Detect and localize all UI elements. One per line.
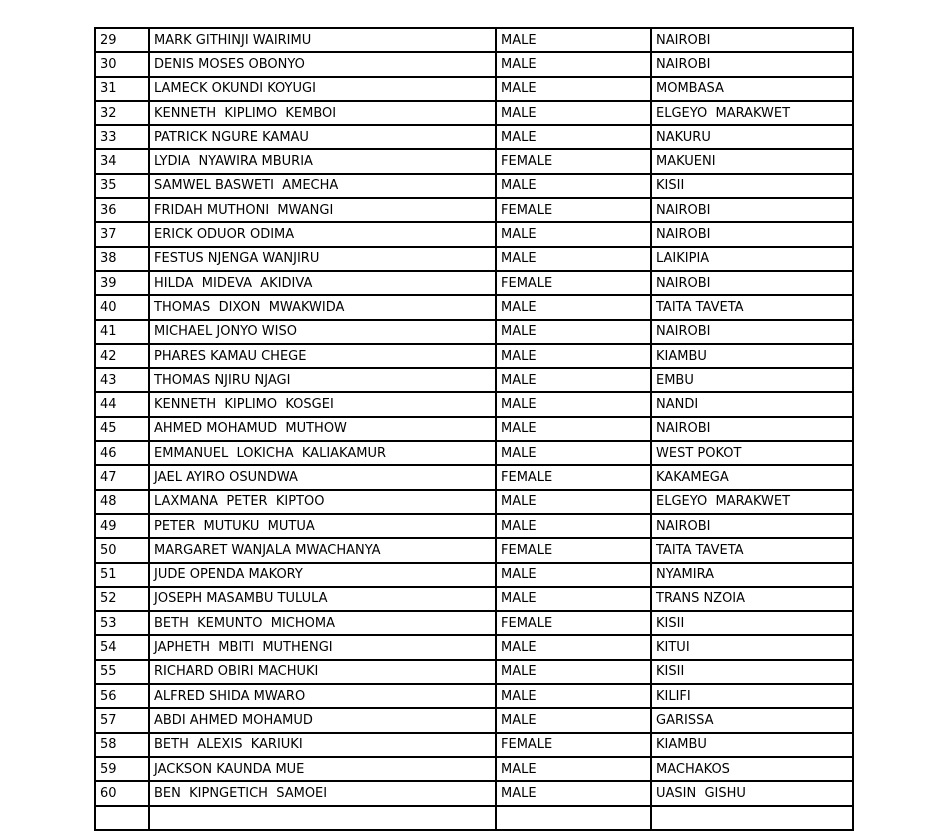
cell-name: THOMAS NJIRU NJAGI [149,368,496,392]
cell-no: 47 [95,465,149,489]
cell-gender: MALE [496,563,651,587]
table-row [95,28,853,52]
cell-county: NAIROBI [651,28,853,52]
cell-no: 48 [95,490,149,514]
table-row-partial [95,806,853,830]
table-row [95,441,853,465]
cell-no: 52 [95,587,149,611]
cell-gender: MALE [496,490,651,514]
table-row [95,465,853,489]
cell-no: 55 [95,660,149,684]
cell-name: JACKSON KAUNDA MUE [149,757,496,781]
cell-name: MARK GITHINJI WAIRIMU [149,28,496,52]
cell-county: NAKURU [651,125,853,149]
cell-gender: MALE [496,587,651,611]
cell-gender: MALE [496,684,651,708]
cell-county: TAITA TAVETA [651,295,853,319]
cell-county: NYAMIRA [651,563,853,587]
cell-county: KILIFI [651,684,853,708]
cell-county: UASIN GISHU [651,781,853,805]
cell-gender: MALE [496,320,651,344]
cell-no: 51 [95,563,149,587]
cell-no: 34 [95,149,149,173]
cell-no: 29 [95,28,149,52]
table-row [95,514,853,538]
cell-no: 39 [95,271,149,295]
cell-gender: MALE [496,222,651,246]
cell-no: 53 [95,611,149,635]
cell-name: ERICK ODUOR ODIMA [149,222,496,246]
cell-no: 35 [95,174,149,198]
cell-name: MARGARET WANJALA MWACHANYA [149,538,496,562]
cell-name: LAXMANA PETER KIPTOO [149,490,496,514]
table-row [95,635,853,659]
cell-name: SAMWEL BASWETI AMECHA [149,174,496,198]
cell-gender: MALE [496,101,651,125]
cell-county: TAITA TAVETA [651,538,853,562]
cell-no-empty [95,806,149,830]
cell-no: 60 [95,781,149,805]
cell-gender: MALE [496,77,651,101]
cell-county: NAIROBI [651,417,853,441]
table-row [95,320,853,344]
table-row [95,417,853,441]
cell-no: 36 [95,198,149,222]
table-row [95,222,853,246]
cell-name: LYDIA NYAWIRA MBURIA [149,149,496,173]
records-table [94,27,854,831]
cell-county: WEST POKOT [651,441,853,465]
cell-no: 41 [95,320,149,344]
cell-county: KISII [651,174,853,198]
cell-county: NAIROBI [651,514,853,538]
cell-no: 44 [95,392,149,416]
cell-no: 38 [95,247,149,271]
cell-gender: MALE [496,708,651,732]
cell-no: 57 [95,708,149,732]
cell-gender: FEMALE [496,465,651,489]
cell-county: NAIROBI [651,320,853,344]
cell-gender: FEMALE [496,733,651,757]
cell-county: MACHAKOS [651,757,853,781]
cell-gender: FEMALE [496,611,651,635]
table-row [95,587,853,611]
cell-gender: MALE [496,514,651,538]
cell-no: 45 [95,417,149,441]
cell-name: JOSEPH MASAMBU TULULA [149,587,496,611]
cell-name: FRIDAH MUTHONI MWANGI [149,198,496,222]
table-row [95,198,853,222]
cell-county: MOMBASA [651,77,853,101]
cell-no: 31 [95,77,149,101]
cell-county: NAIROBI [651,198,853,222]
cell-name: BEN KIPNGETICH SAMOEI [149,781,496,805]
cell-county: NAIROBI [651,52,853,76]
cell-gender: FEMALE [496,149,651,173]
cell-name: KENNETH KIPLIMO KOSGEI [149,392,496,416]
cell-county: MAKUENI [651,149,853,173]
cell-name: PHARES KAMAU CHEGE [149,344,496,368]
cell-no: 37 [95,222,149,246]
cell-name: PETER MUTUKU MUTUA [149,514,496,538]
table-row [95,733,853,757]
cell-county: KIAMBU [651,344,853,368]
cell-gender: MALE [496,635,651,659]
cell-no: 54 [95,635,149,659]
cell-gender: MALE [496,247,651,271]
cell-gender: MALE [496,368,651,392]
cell-name: BETH KEMUNTO MICHOMA [149,611,496,635]
cell-no: 30 [95,52,149,76]
table-row [95,125,853,149]
cell-name: THOMAS DIXON MWAKWIDA [149,295,496,319]
cell-no: 59 [95,757,149,781]
cell-name: BETH ALEXIS KARIUKI [149,733,496,757]
cell-name: FESTUS NJENGA WANJIRU [149,247,496,271]
table-row [95,344,853,368]
table-row [95,684,853,708]
cell-county: ELGEYO MARAKWET [651,101,853,125]
cell-gender: MALE [496,52,651,76]
cell-name: JAPHETH MBITI MUTHENGI [149,635,496,659]
cell-no: 42 [95,344,149,368]
cell-county: KAKAMEGA [651,465,853,489]
cell-name: JAEL AYIRO OSUNDWA [149,465,496,489]
cell-county: KITUI [651,635,853,659]
table-row [95,295,853,319]
table-row [95,392,853,416]
cell-name: RICHARD OBIRI MACHUKI [149,660,496,684]
cell-gender: MALE [496,174,651,198]
cell-county: EMBU [651,368,853,392]
table-row [95,611,853,635]
cell-no: 46 [95,441,149,465]
cell-no: 40 [95,295,149,319]
records-table-body [95,28,853,830]
cell-no: 32 [95,101,149,125]
table-row [95,101,853,125]
cell-county: NAIROBI [651,271,853,295]
cell-gender: FEMALE [496,271,651,295]
cell-name: KENNETH KIPLIMO KEMBOI [149,101,496,125]
table-row [95,538,853,562]
table-row [95,490,853,514]
cell-name: JUDE OPENDA MAKORY [149,563,496,587]
table-row [95,708,853,732]
cell-gender: MALE [496,392,651,416]
cell-no: 56 [95,684,149,708]
table-row [95,174,853,198]
cell-gender: MALE [496,344,651,368]
cell-no: 43 [95,368,149,392]
table-row [95,563,853,587]
cell-county: KIAMBU [651,733,853,757]
cell-name: MICHAEL JONYO WISO [149,320,496,344]
cell-gender: MALE [496,417,651,441]
cell-gender: MALE [496,660,651,684]
table-row [95,271,853,295]
cell-gender: MALE [496,757,651,781]
table-row [95,149,853,173]
cell-name: EMMANUEL LOKICHA KALIAKAMUR [149,441,496,465]
table-row [95,368,853,392]
cell-name: LAMECK OKUNDI KOYUGI [149,77,496,101]
table-row [95,247,853,271]
cell-county: LAIKIPIA [651,247,853,271]
cell-gender: MALE [496,28,651,52]
cell-county: KISII [651,660,853,684]
cell-county-empty [651,806,853,830]
cell-county: GARISSA [651,708,853,732]
cell-gender: FEMALE [496,198,651,222]
table-row [95,781,853,805]
cell-name-empty [149,806,496,830]
cell-gender: MALE [496,295,651,319]
table-row [95,52,853,76]
cell-gender: FEMALE [496,538,651,562]
table-row [95,77,853,101]
cell-name: HILDA MIDEVA AKIDIVA [149,271,496,295]
table-row [95,660,853,684]
cell-name: AHMED MOHAMUD MUTHOW [149,417,496,441]
cell-no: 49 [95,514,149,538]
cell-no: 50 [95,538,149,562]
cell-name: PATRICK NGURE KAMAU [149,125,496,149]
cell-gender: MALE [496,441,651,465]
cell-no: 33 [95,125,149,149]
cell-no: 58 [95,733,149,757]
cell-county: ELGEYO MARAKWET [651,490,853,514]
cell-county: NAIROBI [651,222,853,246]
cell-gender: MALE [496,125,651,149]
cell-county: NANDI [651,392,853,416]
cell-gender: MALE [496,781,651,805]
cell-name: ALFRED SHIDA MWARO [149,684,496,708]
table-row [95,757,853,781]
cell-county: KISII [651,611,853,635]
cell-gender-empty [496,806,651,830]
cell-name: ABDI AHMED MOHAMUD [149,708,496,732]
cell-name: DENIS MOSES OBONYO [149,52,496,76]
cell-county: TRANS NZOIA [651,587,853,611]
